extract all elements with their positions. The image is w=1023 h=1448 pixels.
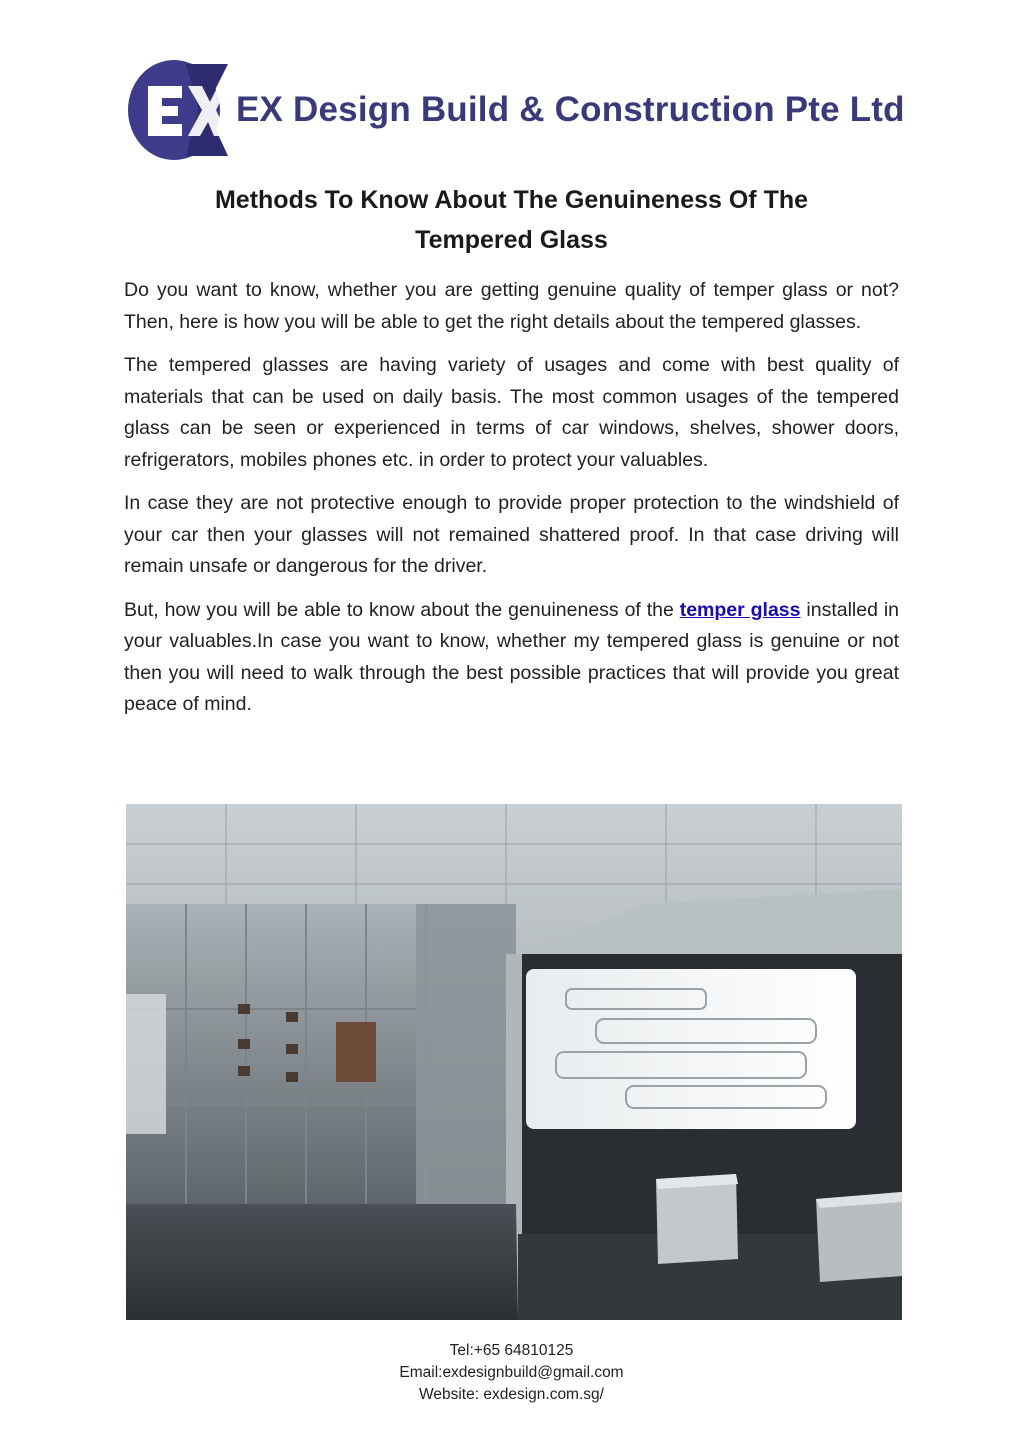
header — [124, 56, 914, 168]
footer-website: Website: exdesign.com.sg/ — [419, 1386, 604, 1403]
paragraph-4-start: But, how you will be able to know about the genuineness of the — [124, 598, 680, 621]
paragraph-1: Do you want to know, whether you are getting genuine quality of temper glass or not? Then, here is how you will be able to get the right details about the tempered glasses. — [124, 279, 899, 333]
temper-glass-link[interactable]: temper glass — [679, 598, 801, 621]
footer-tel: Tel:+65 64810125 — [449, 1342, 574, 1359]
footer-email: Email:exdesignbuild@gmail.com — [399, 1364, 624, 1381]
paragraph-3: In case they are not protective enough to provide proper protection to the windshield of your car then your glasses will not remained shattered proof. In that case driving will remain unsafe or dangerous for the driver. — [124, 492, 899, 577]
title-line-2: Tempered Glass — [415, 226, 608, 254]
paragraph-2: The tempered glasses are having variety of usages and come with best quality of materials that can be used on daily basis. The most common usages of the tempered glass can be seen or experienced in terms of car windows, shelves, shower doors, refrigerators, mobiles phones etc. in order to protect your valuables. — [124, 354, 899, 471]
showroom-photo — [126, 804, 902, 1320]
showroom-illustration — [126, 804, 902, 1320]
ex-logo-icon — [124, 56, 230, 164]
page-title — [124, 180, 899, 260]
article-body — [124, 275, 899, 733]
paragraph-4 — [124, 595, 899, 721]
paragraph-4-end: installed in your valuables.In case you want to know, whether my tempered glass is genuine or not then you will need to walk through the best possible practices that will provide you great peace of mind. — [124, 598, 899, 715]
footer — [0, 1340, 1023, 1406]
title-line-1: Methods To Know About The Genuineness Of The — [214, 186, 809, 214]
company-name: EX Design Build & Construction Pte Ltd — [236, 90, 905, 129]
